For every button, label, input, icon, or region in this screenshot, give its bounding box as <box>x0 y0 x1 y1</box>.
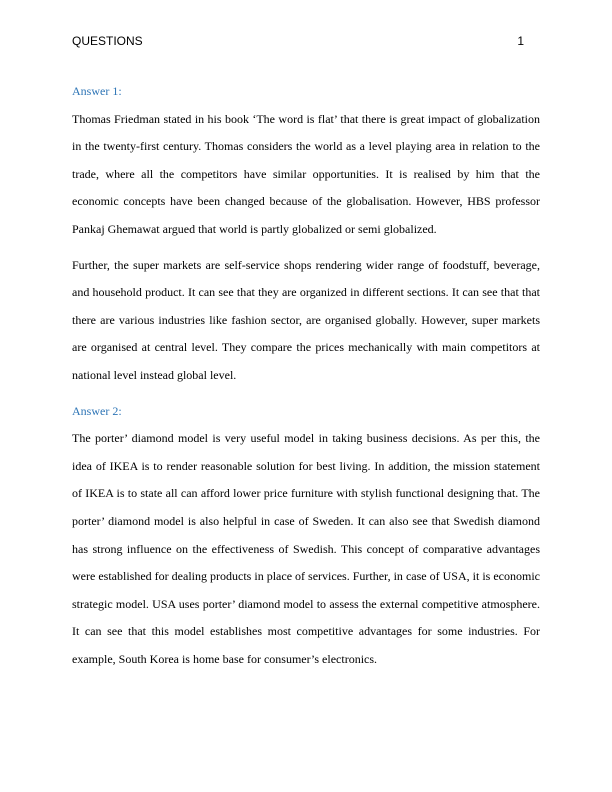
running-header <box>72 34 524 50</box>
paragraph: The porter’ diamond model is very useful model in taking business decisions. As per this, the idea of IKEA is to render reasonable solution for best living. In addition, the mission statement of IKEA is to state all can afford lower price furniture with stylish functional designing that. The porter’ diamond model is also helpful in case of Sweden. It can also see that Swedish diamond has strong influence on the effectiveness of Swedish. This concept of comparative advantages were established for dealing products in place of services. Further, in case of USA, it is economic strategic model. USA uses porter’ diamond model to assess the external competitive atmosphere. It can see that this model establishes most competitive advantages for some industries. For example, South Korea is home base for consumer’s electronics. <box>72 431 540 666</box>
section-heading-answer-2: Answer 2: <box>72 403 122 418</box>
paragraph: Further, the super markets are self-service shops rendering wider range of foodstuff, beverage, and household product. It can see that they are organized in different sections. It can see that that there are various industries like fashion sector, are organised globally. However, super markets are organised at central level. They compare the prices mechanically with main competitors at national level instead global level. <box>72 257 540 382</box>
header-title: QUESTIONS <box>72 34 143 48</box>
document-body <box>72 78 540 681</box>
paragraph: Thomas Friedman stated in his book ‘The word is flat’ that there is great impact of globalization in the twenty-first century. Thomas considers the world as a level playing area in relation to the trade, where all the competitors have similar opportunities. It is realised by him that the economic concepts have been changed because of the globalisation. However, HBS professor Pankaj Ghemawat argued that world is partly globalized or semi globalized. <box>72 111 540 236</box>
section-heading-answer-1: Answer 1: <box>72 84 122 98</box>
page-number: 1 <box>517 34 524 48</box>
